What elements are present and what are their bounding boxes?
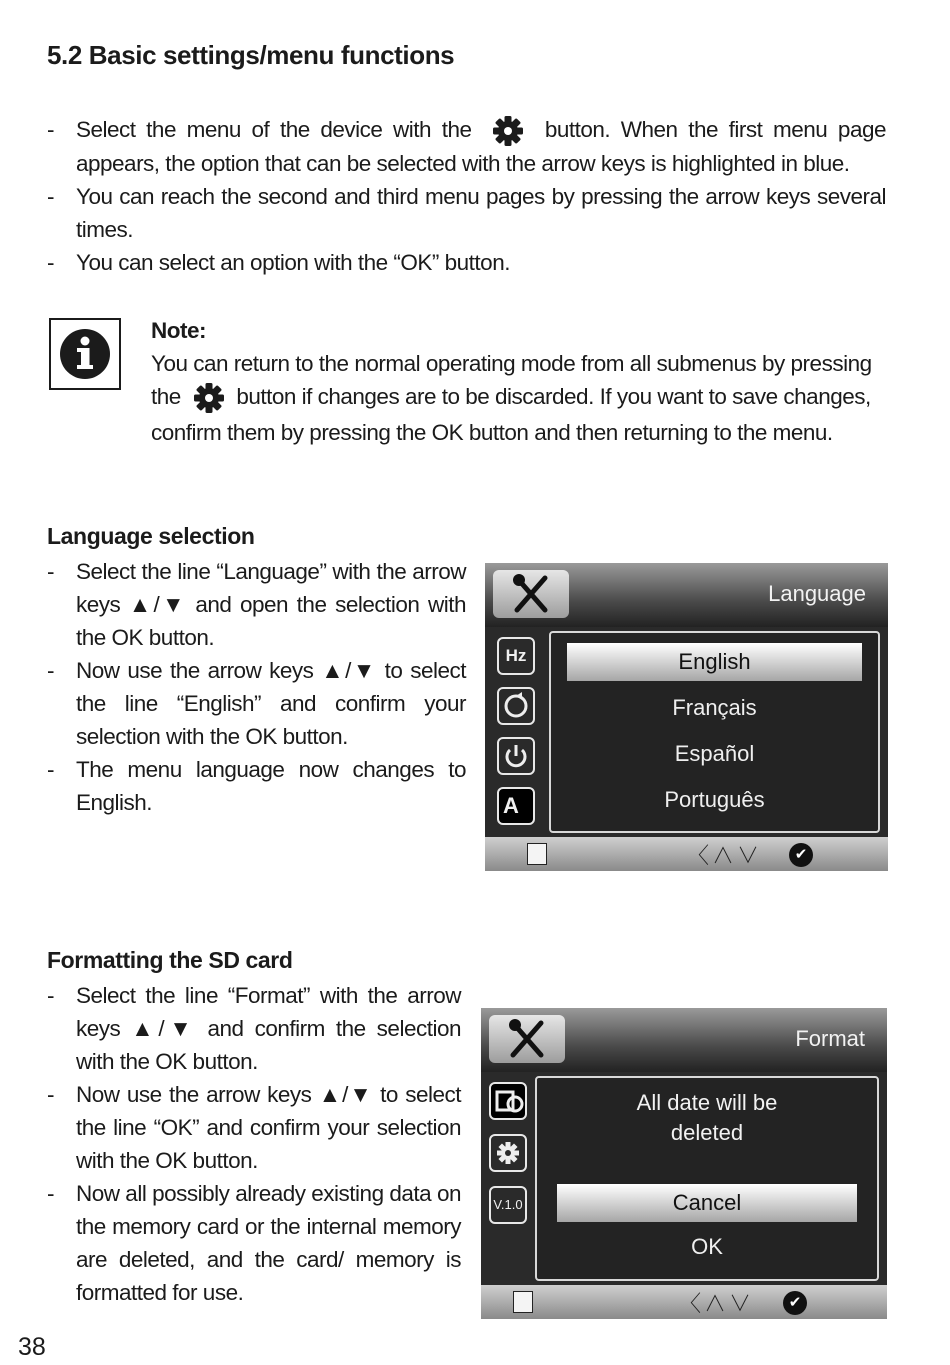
screen-header bbox=[485, 563, 888, 627]
format-warning: All date will be deleted bbox=[636, 1090, 778, 1145]
tools-icon bbox=[493, 570, 569, 618]
arrow-keys-icon: 〈∧∨ bbox=[679, 1291, 755, 1316]
gear-icon[interactable] bbox=[489, 1134, 527, 1172]
list-item: - You can select an option with the “OK” button. bbox=[47, 246, 886, 279]
arrow-keys-icon: 〈∧∨ bbox=[687, 843, 763, 868]
screen-footer bbox=[485, 837, 888, 871]
option-cancel[interactable]: Cancel bbox=[557, 1184, 857, 1222]
format-bullet-list bbox=[47, 979, 461, 1309]
list-item: - Now use the arrow keys ▲/▼ to select the line “OK” and confirm your selection with the OK button. bbox=[47, 1078, 461, 1177]
gear-icon bbox=[191, 382, 227, 414]
option-francais[interactable]: Français bbox=[672, 695, 757, 720]
document-icon bbox=[527, 843, 547, 865]
gear-icon bbox=[490, 115, 526, 147]
document-icon bbox=[513, 1291, 533, 1313]
option-espanol[interactable]: Español bbox=[674, 741, 755, 766]
screen-title: Format bbox=[795, 1026, 865, 1051]
page-number: 38 bbox=[18, 1333, 46, 1361]
list-item: - You can reach the second and third menu pages by pressing the arrow keys several times. bbox=[47, 180, 886, 246]
list-item: - Select the line “Format” with the arrow keys ▲/▼ and confirm the selection with the OK button. bbox=[47, 979, 461, 1078]
screen-sidebar bbox=[485, 627, 549, 837]
format-card-icon[interactable] bbox=[489, 1082, 527, 1120]
format-screen bbox=[481, 1008, 887, 1319]
hz-icon[interactable]: Hz bbox=[497, 637, 535, 675]
check-icon: ✔ bbox=[789, 843, 813, 867]
note-text: Note: You can return to the normal operating mode from all submenus by pressing the button if changes are to be discarded. If you want to save changes, confirm them by pressing the OK button and then returning to the menu. bbox=[151, 314, 887, 449]
language-screen bbox=[485, 563, 888, 871]
language-bullet-list bbox=[47, 555, 466, 819]
screen-title: Language bbox=[768, 581, 866, 606]
check-icon: ✔ bbox=[783, 1291, 807, 1315]
list-item: - Select the line “Language” with the arrow keys ▲/▼ and open the selection with the OK button. bbox=[47, 555, 466, 654]
screen-sidebar bbox=[481, 1072, 537, 1285]
option-ok[interactable]: OK bbox=[691, 1234, 723, 1259]
screen-footer bbox=[481, 1285, 887, 1319]
list-item: - Select the menu of the device with the button. When the first menu page appears, the option that can be selected with the arrow keys is highlighted in blue. bbox=[47, 113, 886, 180]
power-icon[interactable] bbox=[497, 737, 535, 775]
note-title: Note: bbox=[151, 318, 206, 343]
list-item: - Now use the arrow keys ▲/▼ to select the line “English” and confirm your selection with the OK button. bbox=[47, 654, 466, 753]
language-options-panel bbox=[549, 631, 880, 833]
screen-header bbox=[481, 1008, 887, 1072]
option-english[interactable]: English bbox=[567, 643, 862, 681]
format-section-title: Formatting the SD card bbox=[47, 947, 293, 973]
info-icon bbox=[51, 320, 119, 388]
section-heading: 5.2 Basic settings/menu functions bbox=[47, 40, 455, 70]
tools-icon bbox=[489, 1015, 565, 1063]
intro-bullet-list bbox=[47, 113, 886, 279]
list-item: - Now all possibly already existing data on the memory card or the internal memory are deleted, and the card/ memory is formatted for use. bbox=[47, 1177, 461, 1309]
option-portugues[interactable]: Português bbox=[664, 787, 765, 812]
language-icon[interactable]: A bbox=[497, 787, 535, 825]
format-options-panel bbox=[535, 1076, 879, 1281]
rotate-icon[interactable] bbox=[497, 687, 535, 725]
info-icon-box bbox=[49, 318, 121, 390]
tools-button[interactable] bbox=[489, 1015, 565, 1063]
language-section-title: Language selection bbox=[47, 523, 255, 549]
tools-button[interactable] bbox=[493, 570, 569, 618]
list-item: - The menu language now changes to English. bbox=[47, 753, 466, 819]
version-icon[interactable]: V.1.0 bbox=[489, 1186, 527, 1224]
